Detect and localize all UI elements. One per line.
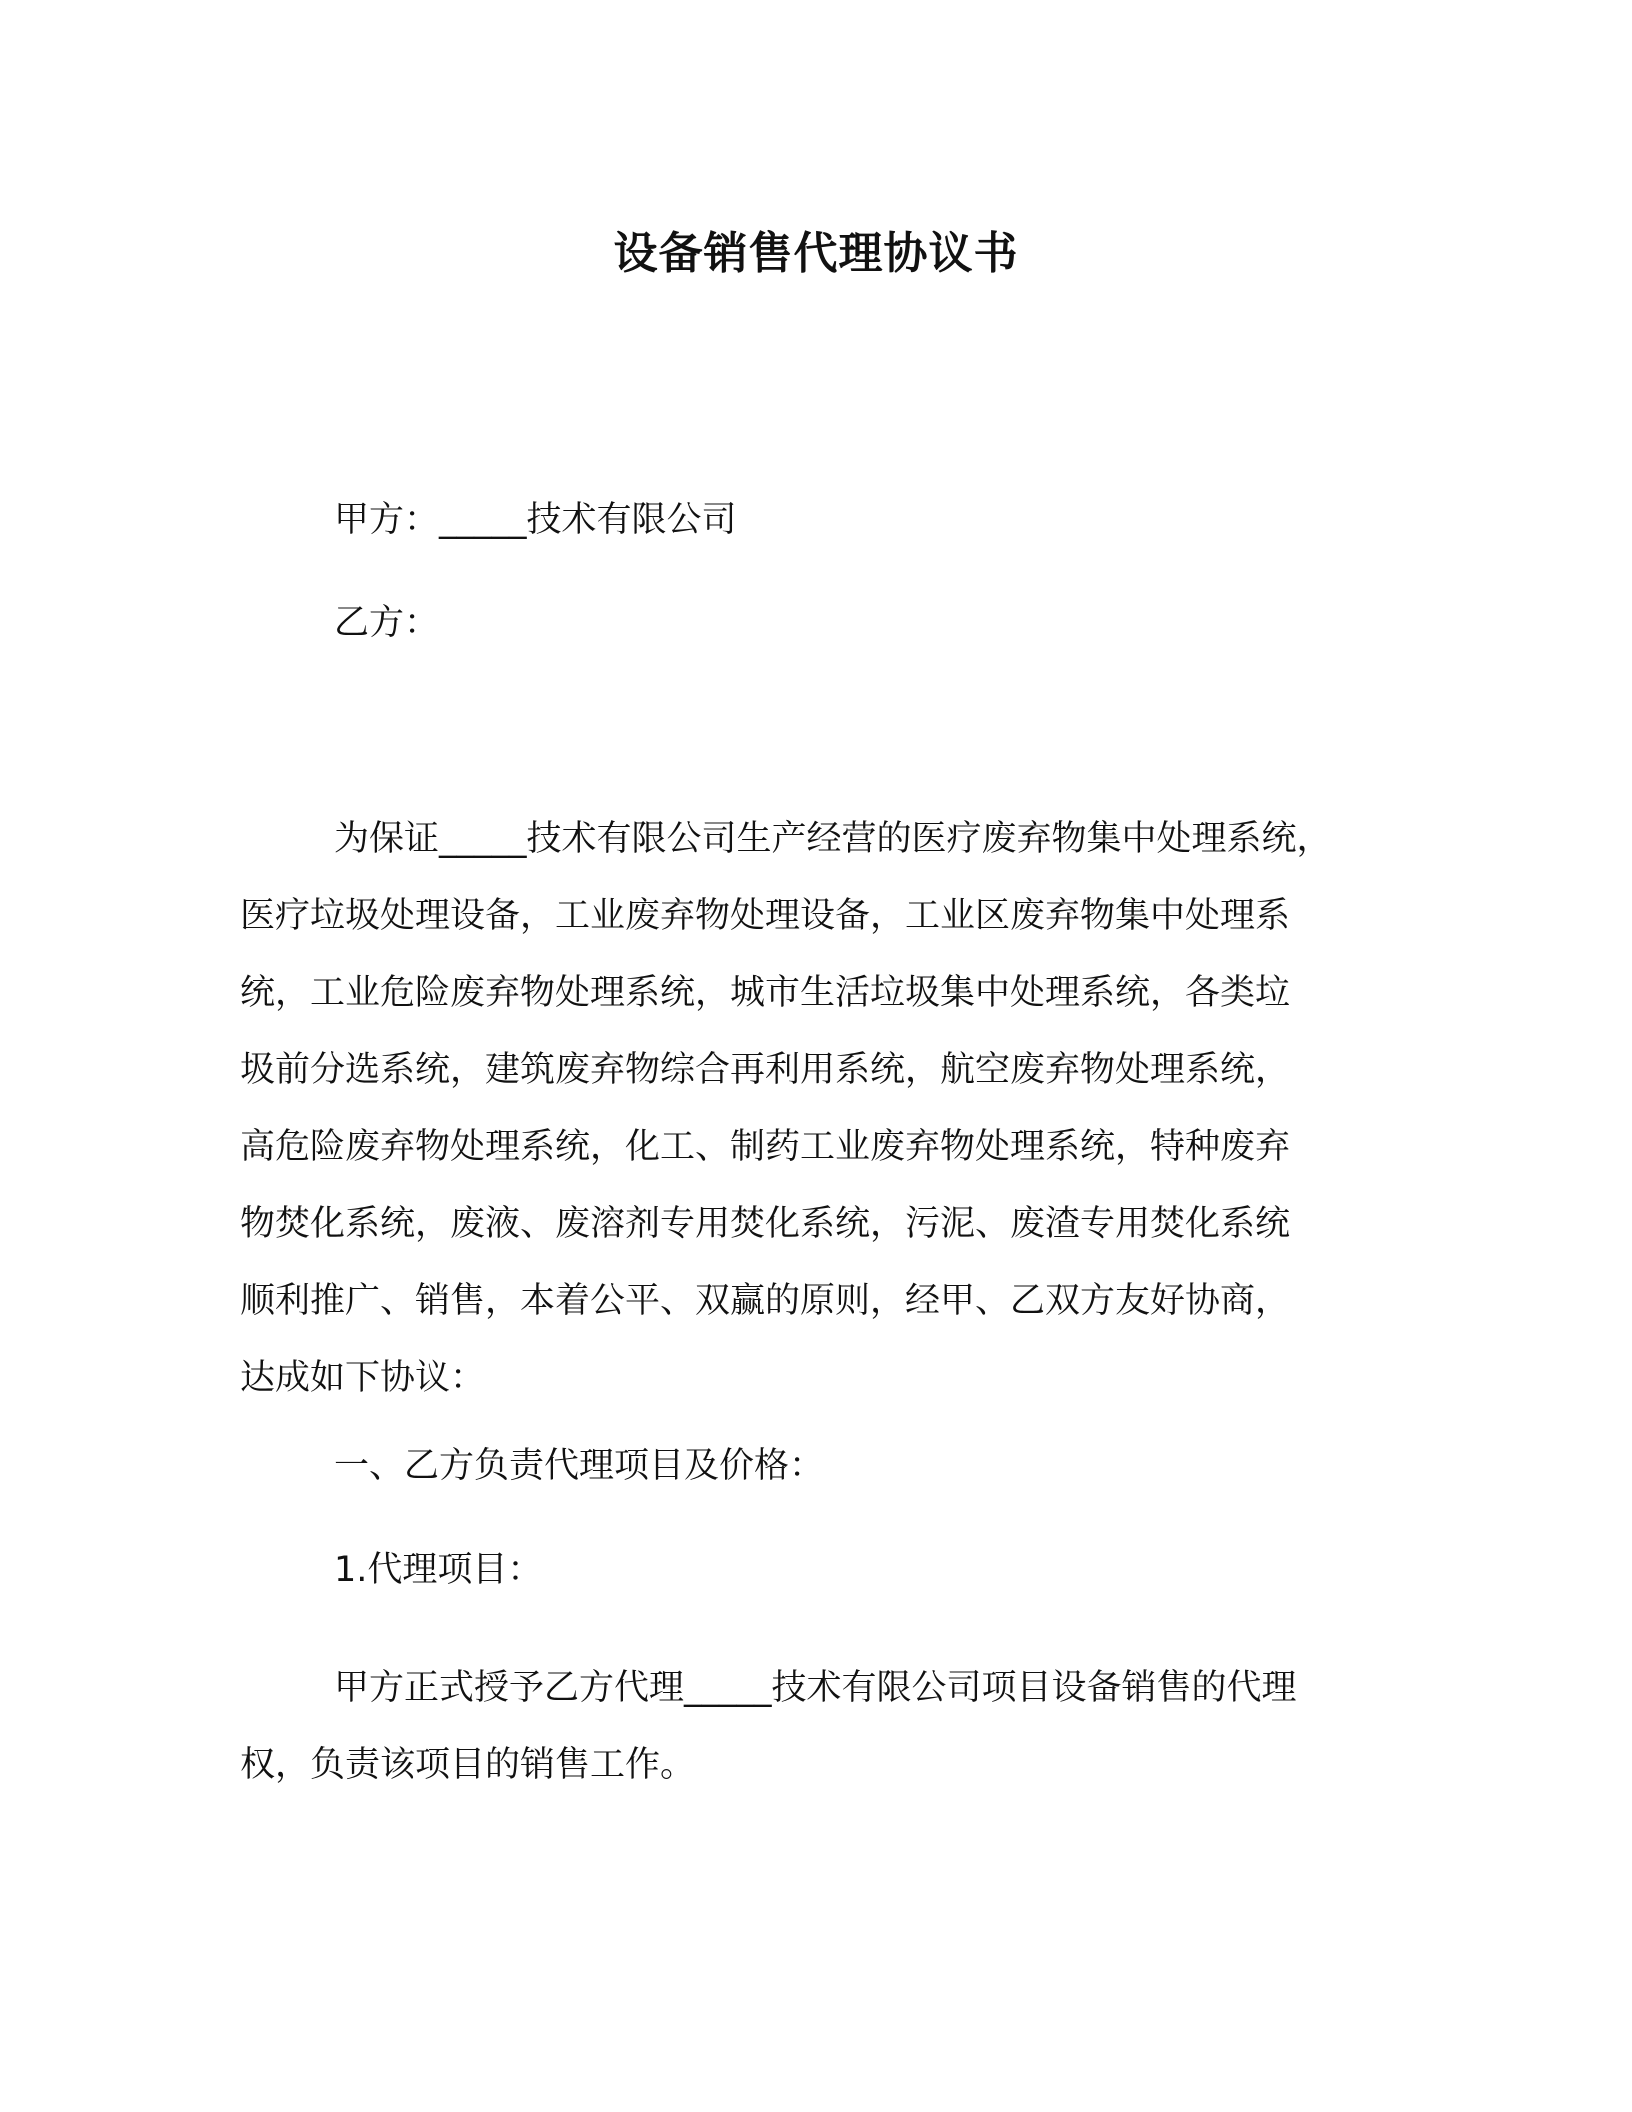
party-b-line: 乙方： [334,603,440,643]
party-a-line: 甲方：_____技术有限公司 [334,500,737,540]
intro-line: 统，工业危险废弃物处理系统，城市生活垃圾集中处理系统，各类垃 [240,973,1291,1013]
intro-line: 顺利推广、销售，本着公平、双赢的原则，经甲、乙双方友好协商， [240,1281,1291,1321]
grant-paragraph [240,1650,1390,1804]
intro-line: 高危险废弃物处理系统，化工、制药工业废弃物处理系统，特种废弃 [240,1127,1291,1167]
intro-line: 圾前分选系统，建筑废弃物综合再利用系统，航空废弃物处理系统， [240,1050,1291,1090]
grant-line: 权，负责该项目的销售工作。 [240,1745,696,1785]
intro-line: 物焚化系统，废液、废溶剂专用焚化系统，污泥、废渣专用焚化系统 [240,1204,1291,1244]
intro-paragraph [240,801,1390,1417]
section-heading: 一、乙方负责代理项目及价格： [334,1446,825,1486]
intro-line: 为保证_____技术有限公司生产经营的医疗废弃物集中处理系统， [334,819,1332,859]
item-heading: 1.代理项目： [334,1550,543,1590]
document-title: 设备销售代理协议书 [613,228,1019,279]
grant-line: 甲方正式授予乙方代理_____技术有限公司项目设备销售的代理 [334,1668,1297,1708]
intro-line: 医疗垃圾处理设备，工业废弃物处理设备，工业区废弃物集中处理系 [240,896,1291,936]
intro-line: 达成如下协议： [240,1358,486,1398]
